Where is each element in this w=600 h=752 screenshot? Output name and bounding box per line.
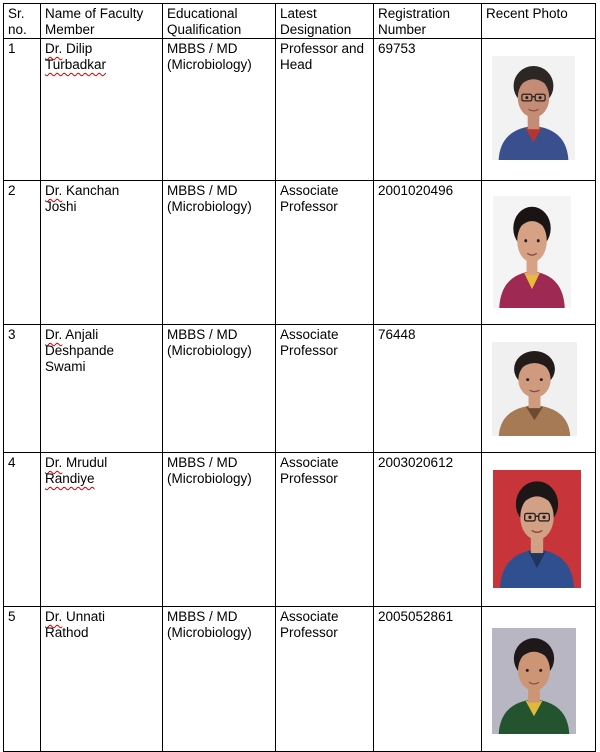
designation-cell: Associate Professor xyxy=(276,181,374,325)
name-last: Turbadkar xyxy=(45,57,107,72)
photo-cell xyxy=(482,181,596,325)
name-title: Dr. xyxy=(45,609,63,624)
sr-no-cell: 3 xyxy=(4,325,41,453)
name-title: Dr. xyxy=(45,455,63,470)
table-header-row xyxy=(4,4,596,39)
table-row xyxy=(4,325,596,453)
header-sr-no: Sr. no. xyxy=(4,4,41,39)
name-title: Dr. xyxy=(45,41,63,56)
registration-cell: 2005052861 xyxy=(374,607,482,752)
registration-cell: 2001020496 xyxy=(374,181,482,325)
faculty-photo xyxy=(493,196,571,308)
name-first: Mrudul xyxy=(62,455,108,470)
faculty-photo xyxy=(492,628,576,734)
photo-cell xyxy=(482,325,596,453)
sr-no-cell: 5 xyxy=(4,607,41,752)
header-photo: Recent Photo xyxy=(482,4,596,39)
qualification-cell: MBBS / MD (Microbiology) xyxy=(163,607,276,752)
name-first: Anjali xyxy=(62,327,99,342)
name-first: Dilip xyxy=(62,41,93,56)
table-row xyxy=(4,607,596,752)
header-registration: Registration Number xyxy=(374,4,482,39)
name-first: Unnati xyxy=(62,609,106,624)
faculty-name-cell xyxy=(41,453,163,607)
sr-no-cell: 1 xyxy=(4,39,41,181)
photo-cell xyxy=(482,39,596,181)
registration-cell: 69753 xyxy=(374,39,482,181)
header-qualification: Educational Qualification xyxy=(163,4,276,39)
table-row xyxy=(4,181,596,325)
faculty-photo xyxy=(492,56,575,160)
faculty-name-cell xyxy=(41,607,163,752)
name-first: Kanchan xyxy=(62,183,120,198)
faculty-name-cell xyxy=(41,181,163,325)
name-last: Deshpande Swami xyxy=(45,343,115,374)
qualification-cell: MBBS / MD (Microbiology) xyxy=(163,39,276,181)
name-last: Rathod xyxy=(45,625,89,640)
faculty-name-cell xyxy=(41,39,163,181)
faculty-photo xyxy=(492,342,577,436)
sr-no-cell: 2 xyxy=(4,181,41,325)
registration-cell: 76448 xyxy=(374,325,482,453)
qualification-cell: MBBS / MD (Microbiology) xyxy=(163,453,276,607)
table-row xyxy=(4,39,596,181)
name-title: Dr. xyxy=(45,327,63,342)
registration-cell: 2003020612 xyxy=(374,453,482,607)
qualification-cell: MBBS / MD (Microbiology) xyxy=(163,325,276,453)
designation-cell: Professor and Head xyxy=(276,39,374,181)
header-faculty-name: Name of Faculty Member xyxy=(41,4,163,39)
sr-no-cell: 4 xyxy=(4,453,41,607)
name-title: Dr. xyxy=(45,183,63,198)
designation-cell: Associate Professor xyxy=(276,607,374,752)
faculty-name-cell xyxy=(41,325,163,453)
faculty-photo xyxy=(493,470,581,588)
designation-cell: Associate Professor xyxy=(276,325,374,453)
photo-cell xyxy=(482,453,596,607)
name-last: Randiye xyxy=(45,471,95,486)
photo-cell xyxy=(482,607,596,752)
faculty-table xyxy=(3,3,596,752)
table-row xyxy=(4,453,596,607)
qualification-cell: MBBS / MD (Microbiology) xyxy=(163,181,276,325)
header-designation: Latest Designation xyxy=(276,4,374,39)
designation-cell: Associate Professor xyxy=(276,453,374,607)
name-last: Joshi xyxy=(45,199,77,214)
